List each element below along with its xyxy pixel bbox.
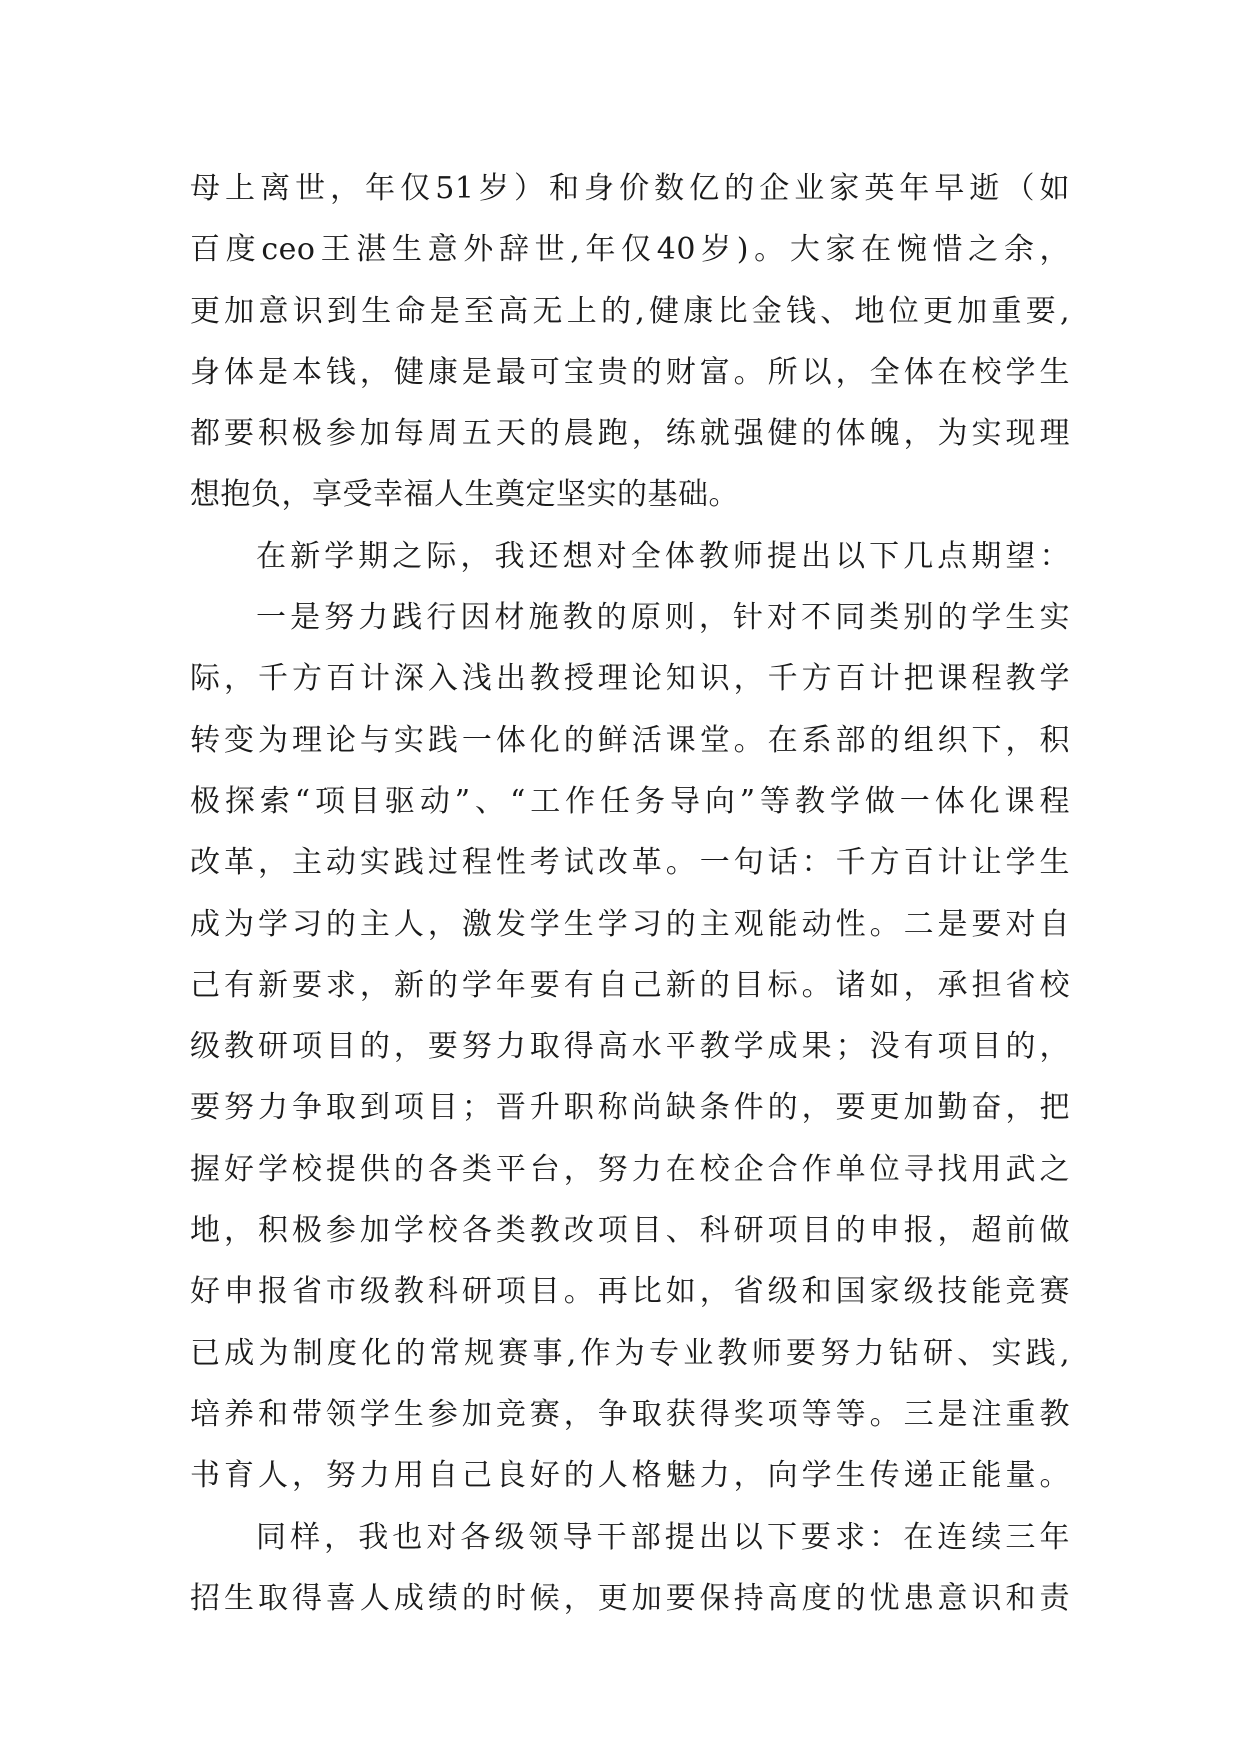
- text-line: 在新学期之际，我还想对全体教师提出以下几点期望：: [256, 538, 1070, 574]
- text-line: 同样，我也对各级领导干部提出以下要求：在连续三年: [256, 1519, 1070, 1555]
- text-line: 际，千方百计深入浅出教授理论知识，千方百计把课程教学: [190, 661, 1070, 697]
- text-line: 母上离世，年仅51岁）和身价数亿的企业家英年早逝（如: [190, 171, 1070, 206]
- text-line: 握好学校提供的各类平台，努力在校企合作单位寻找用武之: [190, 1151, 1070, 1187]
- text-line: 百度ceo王湛生意外辞世,年仅40岁)。大家在惋惜之余，: [190, 232, 1070, 268]
- text-line: 身体是本钱，健康是最可宝贵的财富。所以，全体在校学生: [190, 354, 1070, 390]
- body-text: [190, 158, 1070, 1629]
- text-line: 成为学习的主人，激发学生学习的主观能动性。二是要对自: [190, 906, 1070, 942]
- text-line: 书育人，努力用自己良好的人格魅力，向学生传递正能量。: [190, 1458, 1070, 1494]
- text-line: 已成为制度化的常规赛事,作为专业教师要努力钻研、实践,: [190, 1335, 1070, 1371]
- text-line: 更加意识到生命是至高无上的,健康比金钱、地位更加重要,: [190, 293, 1070, 329]
- text-line: 要努力争取到项目；晋升职称尚缺条件的，要更加勤奋，把: [190, 1090, 1070, 1126]
- text-line: 招生取得喜人成绩的时候，更加要保持高度的忧患意识和责: [190, 1580, 1070, 1616]
- text-line: 己有新要求，新的学年要有自己新的目标。诸如，承担省校: [190, 967, 1070, 1003]
- text-line: 好申报省市级教科研项目。再比如，省级和国家级技能竞赛: [190, 1274, 1070, 1310]
- text-line: 级教研项目的，要努力取得高水平教学成果；没有项目的，: [190, 1029, 1070, 1065]
- text-line: 转变为理论与实践一体化的鲜活课堂。在系部的组织下，积: [190, 722, 1070, 758]
- text-line: 培养和带领学生参加竞赛，争取获得奖项等等。三是注重教: [190, 1396, 1070, 1432]
- text-line: 改革，主动实践过程性考试改革。一句话：千方百计让学生: [190, 845, 1070, 881]
- text-line: 想抱负，享受幸福人生奠定坚实的基础。: [190, 477, 739, 513]
- text-line: 地，积极参加学校各类教改项目、科研项目的申报，超前做: [190, 1213, 1070, 1249]
- text-line: 一是努力践行因材施教的原则，针对不同类别的学生实: [256, 600, 1070, 636]
- text-line: 极探索“项目驱动”、“工作任务导向”等教学做一体化课程: [190, 783, 1070, 819]
- text-line: 都要积极参加每周五天的晨跑，练就强健的体魄，为实现理: [190, 416, 1070, 452]
